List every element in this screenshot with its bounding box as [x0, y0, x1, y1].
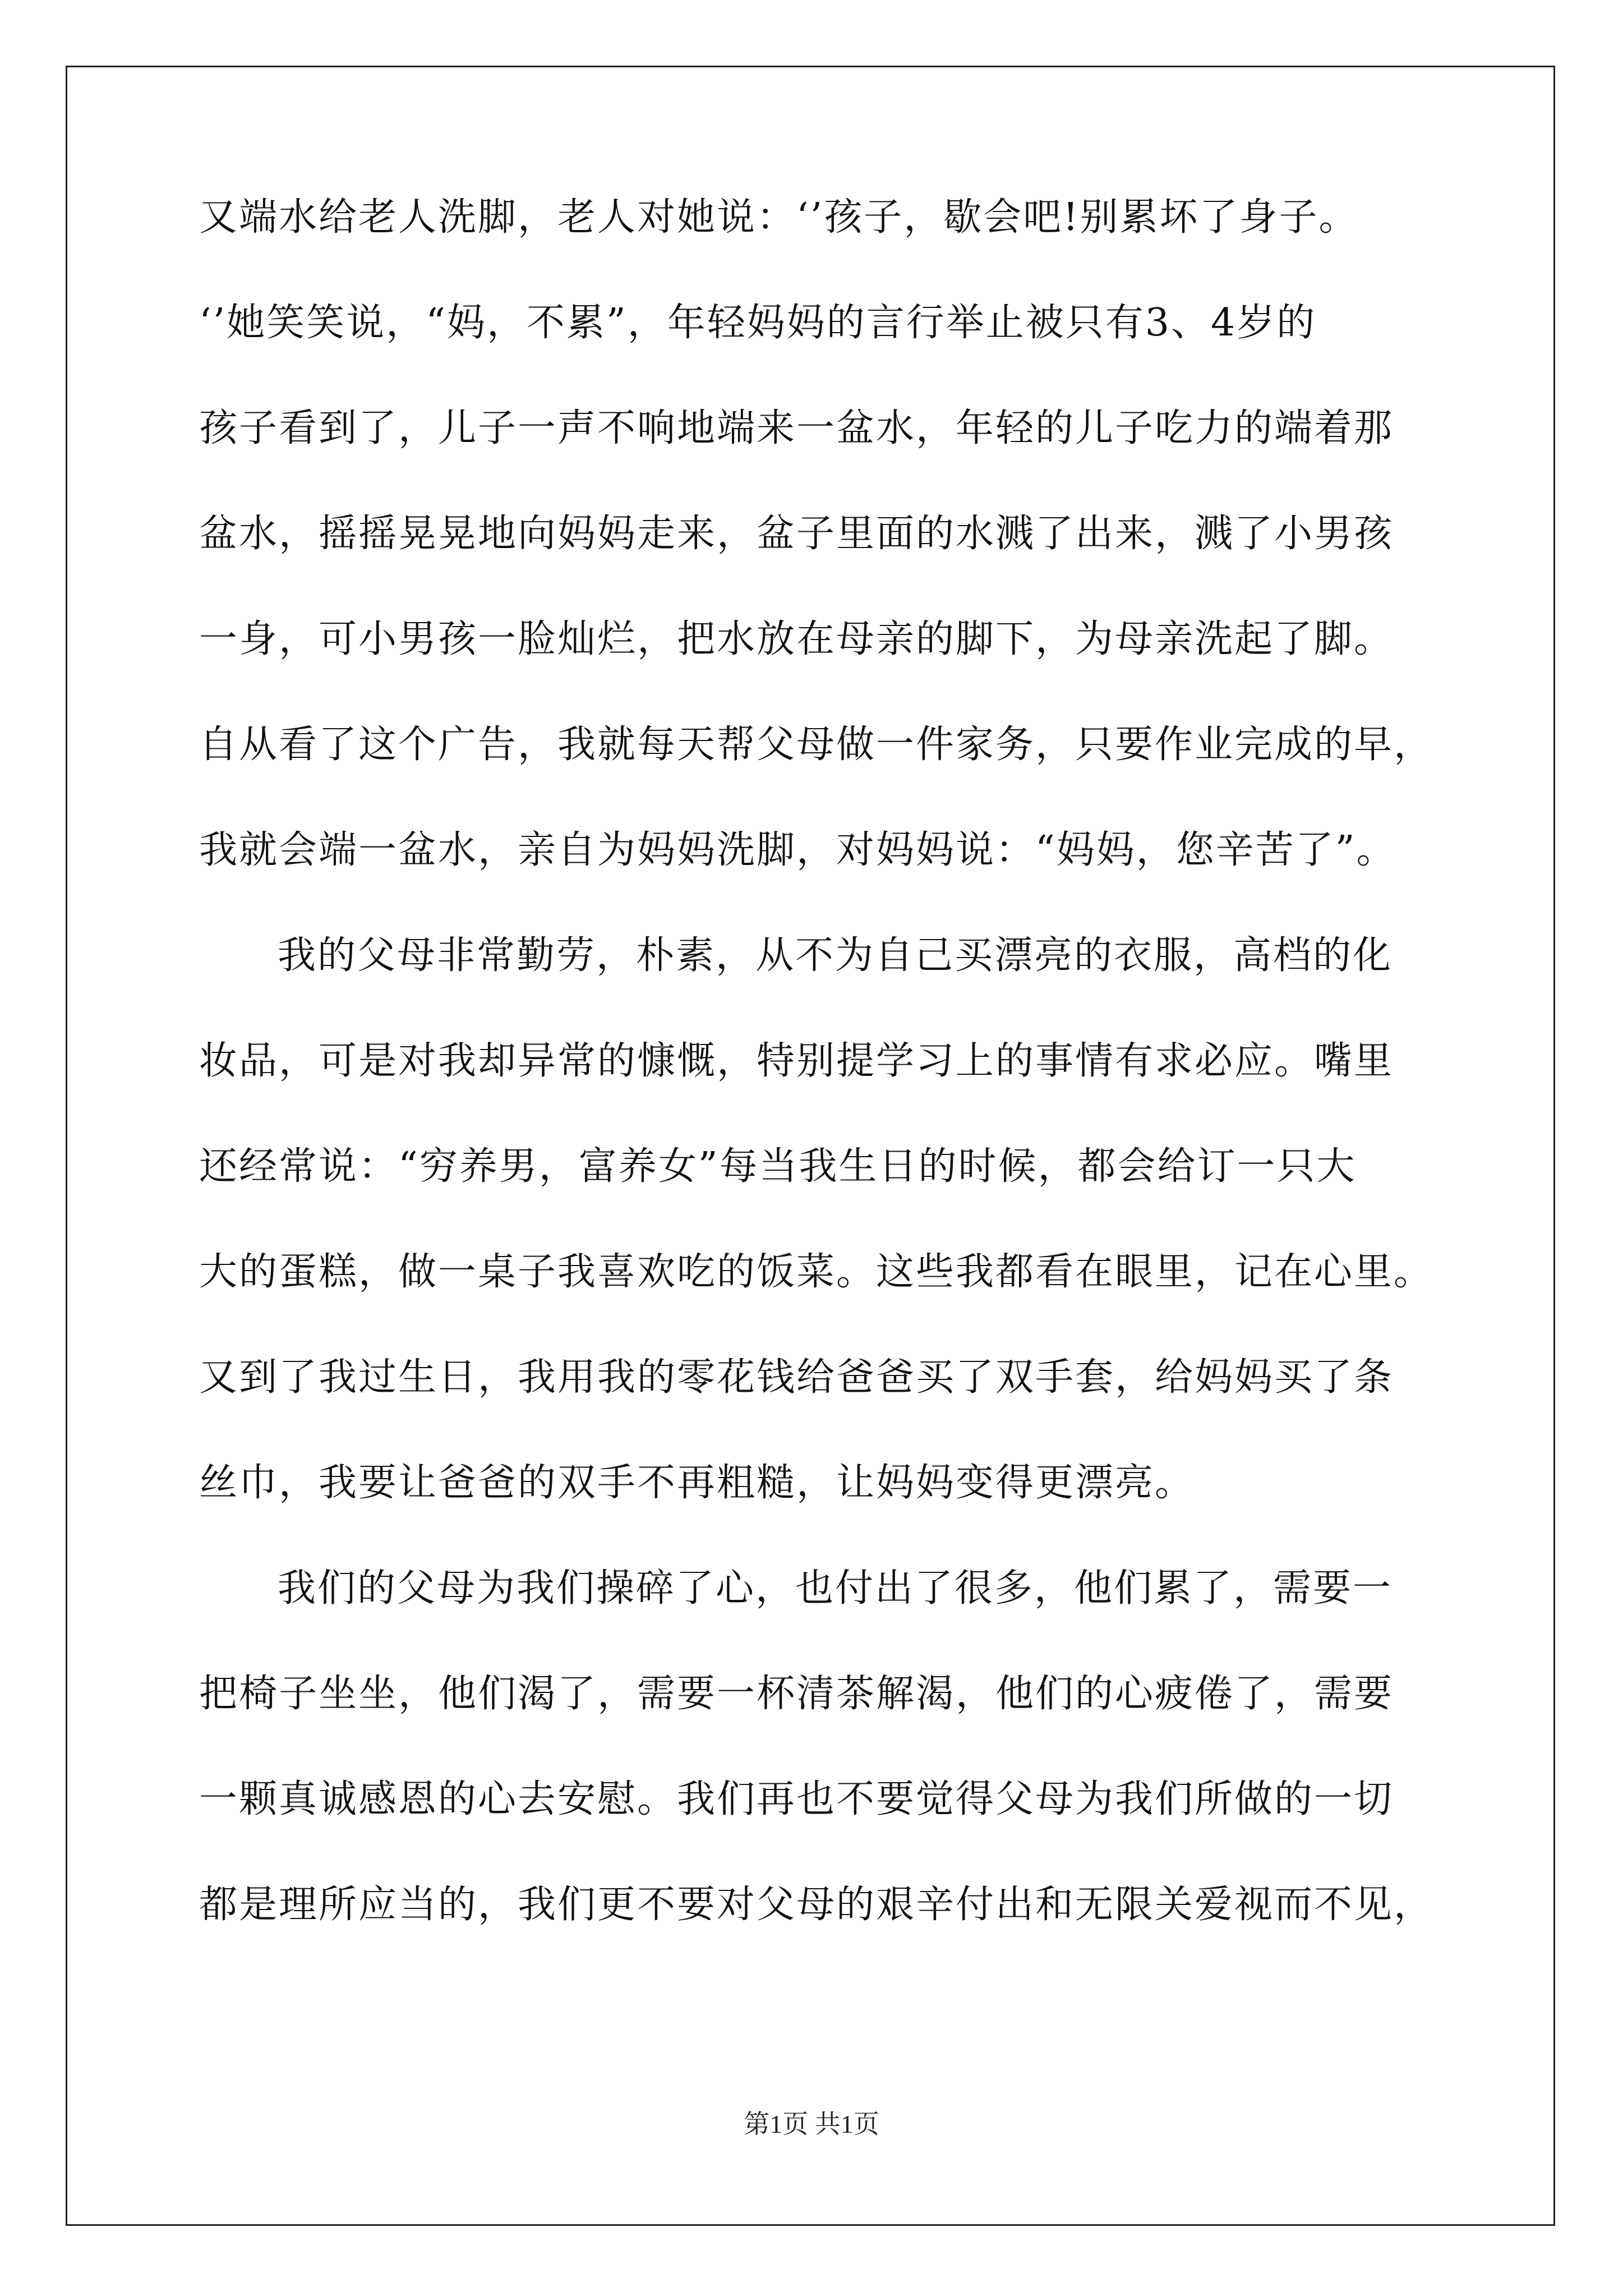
text-line: 又到了我过生日，我用我的零花钱给爸爸买了双手套，给妈妈买了条 — [199, 1355, 1394, 1400]
text-line: 又端水给老人洗脚，老人对她说：‘’孩子，歇会吧!别累坏了身子。 — [199, 195, 1359, 240]
text-line: 大的蛋糕，做一桌子我喜欢吃的饭菜。这些我都看在眼里，记在心里。 — [199, 1250, 1434, 1294]
paragraph-first-line: 我的父母非常勤劳，朴素，从不为自己买漂亮的衣服，高档的化 — [278, 933, 1393, 978]
text-line: 一身，可小男孩一脸灿烂，把水放在母亲的脚下，为母亲洗起了脚。 — [199, 617, 1394, 661]
text-line: ‘’她笑笑说，“妈，不累”，年轻妈妈的言行举止被只有3、4岁的 — [199, 301, 1317, 345]
text-line: 妆品，可是对我却异常的慷慨，特别提学习上的事情有求必应。嘴里 — [199, 1039, 1394, 1083]
page-footer: 第1页 共1页 — [744, 2110, 879, 2138]
text-line: 还经常说：“穷养男，富养女”每当我生日的时候，都会给订一只大 — [199, 1144, 1357, 1189]
paragraph-first-line: 我们的父母为我们操碎了心，也付出了很多，他们累了，需要一 — [278, 1566, 1393, 1611]
text-line: 孩子看到了，儿子一声不响地端来一盆水，年轻的儿子吃力的端着那 — [199, 406, 1394, 450]
text-line: 丝巾，我要让爸爸的双手不再粗糙，让妈妈变得更漂亮。 — [199, 1461, 1195, 1505]
text-line: 把椅子坐坐，他们渴了，需要一杯清茶解渴，他们的心疲倦了，需要 — [199, 1672, 1394, 1716]
text-line: 都是理所应当的，我们更不要对父母的艰辛付出和无限关爱视而不见， — [199, 1883, 1434, 1927]
text-line: 我就会端一盆水，亲自为妈妈洗脚，对妈妈说：“妈妈，您辛苦了”。 — [199, 828, 1396, 872]
text-line: 自从看了这个广告，我就每天帮父母做一件家务，只要作业完成的早， — [199, 723, 1434, 767]
text-line: 一颗真诚感恩的心去安慰。我们再也不要觉得父母为我们所做的一切 — [199, 1777, 1394, 1821]
document-body — [199, 191, 1455, 1984]
text-line: 盆水，摇摇晃晃地向妈妈走来，盆子里面的水溅了出来，溅了小男孩 — [199, 512, 1394, 556]
